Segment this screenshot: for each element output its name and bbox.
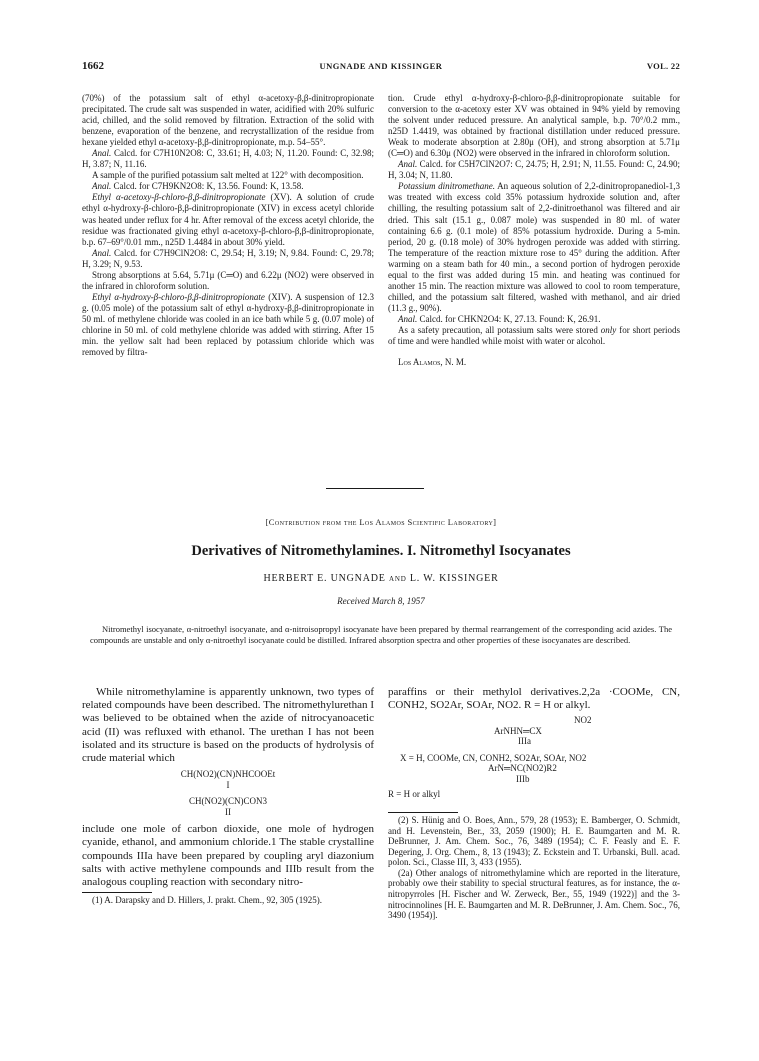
structure-IIIa: NO2 ArNHN═CX IIIa — [494, 715, 592, 747]
analysis-paragraph: Anal. Calcd. for C7H10N2O8: C, 33.61; H, 4.03; N, 11.20. Found: C, 32.98; H, 3.87; N, 11.16. — [82, 148, 374, 170]
compound-paragraph: Ethyl α-acetoxy-β-chloro-β,β-dinitropropionate (XV). A solution of crude ethyl α-hydroxy-β-chloro-β,β-dinitropropionate (XIV) in excess acetyl chloride was heated under reflux for 4 hr. After removal of the excess acetyl chloride, the residue was fractionated giving ethyl α-acetoxy-β-chloro-β,β-dinitropropionate, b.p. 67–69°/0.01 mm., n25D 1.4484 in about 30% yield. — [82, 192, 374, 247]
contribution-line: [Contribution from the Los Alamos Scientific Laboratory] — [265, 517, 497, 527]
author-name: HERBERT E. UNGNADE — [263, 573, 386, 584]
paragraph: As a safety precaution, all potassium salts were stored only for short periods of time and were handled while moist with water or alcohol. — [388, 324, 680, 347]
substituent-r-line: R = H or alkyl — [388, 789, 441, 800]
body-paragraph: paraffins or their methylol derivatives.2,2a ·COOMe, CN, CONH2, SO2Ar, SOAr, NO2. R = H or alkyl. — [388, 686, 680, 712]
paragraph: Strong absorptions at 5.64, 5.71μ (C═O) and 6.22μ (NO2) were observed in the infrared in chloroform solution. — [82, 269, 374, 291]
footnote: (2a) Other analogs of nitromethylamine which are reported in the literature, probably owe their stability to special structural features, as for instance, the α-nitropyrroles [H. Fischer and W. Zerweck, Ber., 55, 1949 (1922)] and the 3-nitrocinnolines [H. E. Baumgarten and M. R. DeBrunner, J. Am. Chem. Soc., 76, 3490 (1954)]. — [388, 867, 680, 921]
place-line: Los Alamos, N. M. — [398, 357, 467, 368]
footnote: (2) S. Hünig and O. Boes, Ann., 579, 28 (1953); E. Bamberger, O. Schmidt, and H. Levenstein, Ber., 33, 2059 (1900); H. E. Baumgarten and M. R. DeBrunner, J. Am. Chem. Soc., 76, 3489 (1954); C. F. Feasly and E. F. Degering, J. Org. Chem., 8, 13 (1943); Z. Eckstein and T. Urbanski, Bull. acad. polon. Sci., Classe III, 3, 433 (1955). — [388, 814, 680, 868]
continued-experimental-right — [388, 93, 680, 368]
author-line — [82, 573, 680, 584]
author-name: L. W. KISSINGER — [409, 573, 499, 584]
compound-paragraph: Potassium dinitromethane. An aqueous solution of 2,2-dinitropropanediol-1,3 was treated with excess cold 35% potassium hydroxide solution and, after chilling, the resulting potassium salt of 2,2-dinitroethanol was filtered and air dried. This salt (15.1 g., 0.087 mole) was suspended in 80 ml. of water containing 6.6 g. (0.1 mole) of 85% potassium hydroxide. During a 5-min. period, 20 g. (0.18 mole) of 30% hydrogen peroxide was added with stirring. The temperature of the reaction mixture rose to 45° during the addition. After warming on a steam bath for 40 min., a second portion of hydrogen peroxide equal to the first was added during 15 min. and heating was continued for another 15 min. The reaction mixture was allowed to cool to room temperature, chilled, and the potassium salt filtered, washed with methanol, and air dried (11.3 g., 90%). — [388, 181, 680, 313]
page-number: 1662 — [82, 60, 104, 72]
author-conjunction: and — [388, 573, 407, 584]
continued-experimental-left — [82, 93, 374, 358]
abstract: Nitromethyl isocyanate, α-nitroethyl isocyanate, and α-nitroisopropyl isocyanate have been prepared by thermal rearrangement of the corresponding acid azides. The compounds are unstable and only α-nitroethyl isocyanate could be distilled. Infrared absorption spectra and other properties of these isocyanates are described. — [90, 624, 672, 645]
running-head — [82, 60, 680, 76]
body-column-right — [388, 686, 680, 921]
body-paragraph: include one mole of carbon dioxide, one mole of hydrogen cyanide, ethanol, and ammonium chloride.1 The stable crystalline compounds IIIa have been prepared by coupling aryl diazonium salts with active methylene compounds and IIIb result from the analogous coupling reaction with secondary nitro- — [82, 823, 374, 889]
paragraph: (70%) of the potassium salt of ethyl α-acetoxy-β,β-dinitropropionate precipitated. The crude salt was suspended in water, acidified with 20% sulfuric acid, chilled, and the solid removed by filtration. Extraction of the solid with benzene, evaporation of the benzene, and recrystallization of the residue from hexane yielded ethyl α-acetoxy-β,β-dinitropropionate, m.p. 54–55°. — [82, 93, 374, 148]
compound-paragraph: Ethyl α-hydroxy-β-chloro-β,β-dinitropropionate (XIV). A suspension of 12.3 g. (0.05 mole) of the potassium salt of ethyl α-hydroxy-β,β-dinitropropionate in 50 ml. of methylene chloride was cooled in an ice bath while 5 g. (0.07 mole) of chlorine in 50 ml. of cold methylene chloride was added with stirring. After 15 min. the yellow salt had been replaced by potassium chloride which was removed by filtra- — [82, 291, 374, 358]
analysis-paragraph: Anal. Calcd. for C7H9ClN2O8: C, 29.54; H, 3.19; N, 9.84. Found: C, 29.78; H, 3.29; N, 9.53. — [82, 247, 374, 269]
analysis-paragraph: Anal. Calcd. for C5H7ClN2O7: C, 24.75; H, 2.91; N, 11.55. Found: C, 24.90; H, 3.04; N, 11.80. — [388, 159, 680, 181]
footnote-rule — [82, 892, 152, 893]
received-date: Received March 8, 1957 — [337, 596, 425, 606]
structure-IIIb: ArN═NC(NO2)R2 IIIb — [488, 763, 557, 784]
analysis-paragraph: Anal. Calcd. for C7H9KN2O8: K, 13.56. Found: K, 13.58. — [92, 181, 304, 192]
footnote: (1) A. Darapsky and D. Hillers, J. prakt. Chem., 92, 305 (1925). — [92, 895, 322, 906]
body-column-left — [82, 686, 374, 906]
formula-I: CH(NO2)(CN)NHCOOEt I — [180, 769, 276, 791]
section-divider — [326, 488, 424, 489]
volume-label: VOL. 22 — [646, 61, 680, 71]
formula-II: CH(NO2)(CN)CON3 II — [189, 796, 267, 818]
footnote-rule — [388, 812, 458, 813]
running-title: UNGNADE AND KISSINGER — [319, 61, 443, 71]
substituent-x-line: X = H, COOMe, CN, CONH2, SO2Ar, SOAr, NO2 — [400, 752, 587, 763]
article-title: Derivatives of Nitromethylamines. I. Nitromethyl Isocyanates — [191, 543, 571, 559]
paragraph: A sample of the purified potassium salt melted at 122° with decomposition. — [92, 170, 364, 181]
analysis-paragraph: Anal. Calcd. for CHKN2O4: K, 27.13. Found: K, 26.91. — [398, 313, 601, 324]
body-paragraph: While nitromethylamine is apparently unknown, two types of related compounds have been described. The nitromethylurethan I was believed to be obtained when the azide of nitrocyanoacetic acid (II) was refluxed with ethanol. The urethan I has not been isolated and its structure is based on the products of hydrolysis of crude material which — [82, 686, 374, 765]
paragraph: tion. Crude ethyl α-hydroxy-β-chloro-β,β-dinitropropionate suitable for conversion to the α-acetoxy ester XV was obtained in 94% yield by removing the solvent under reduced pressure. An analytical sample, b.p. 70°/0.2 mm., n25D 1.4419, was obtained by fractional distillation under reduced pressure. Weak to moderate absorption at 2.80μ (OH), and strong absorption at 5.71μ (C═O) and 6.30μ (NO2) were observed in the infrared in chloroform solution. — [388, 93, 680, 159]
